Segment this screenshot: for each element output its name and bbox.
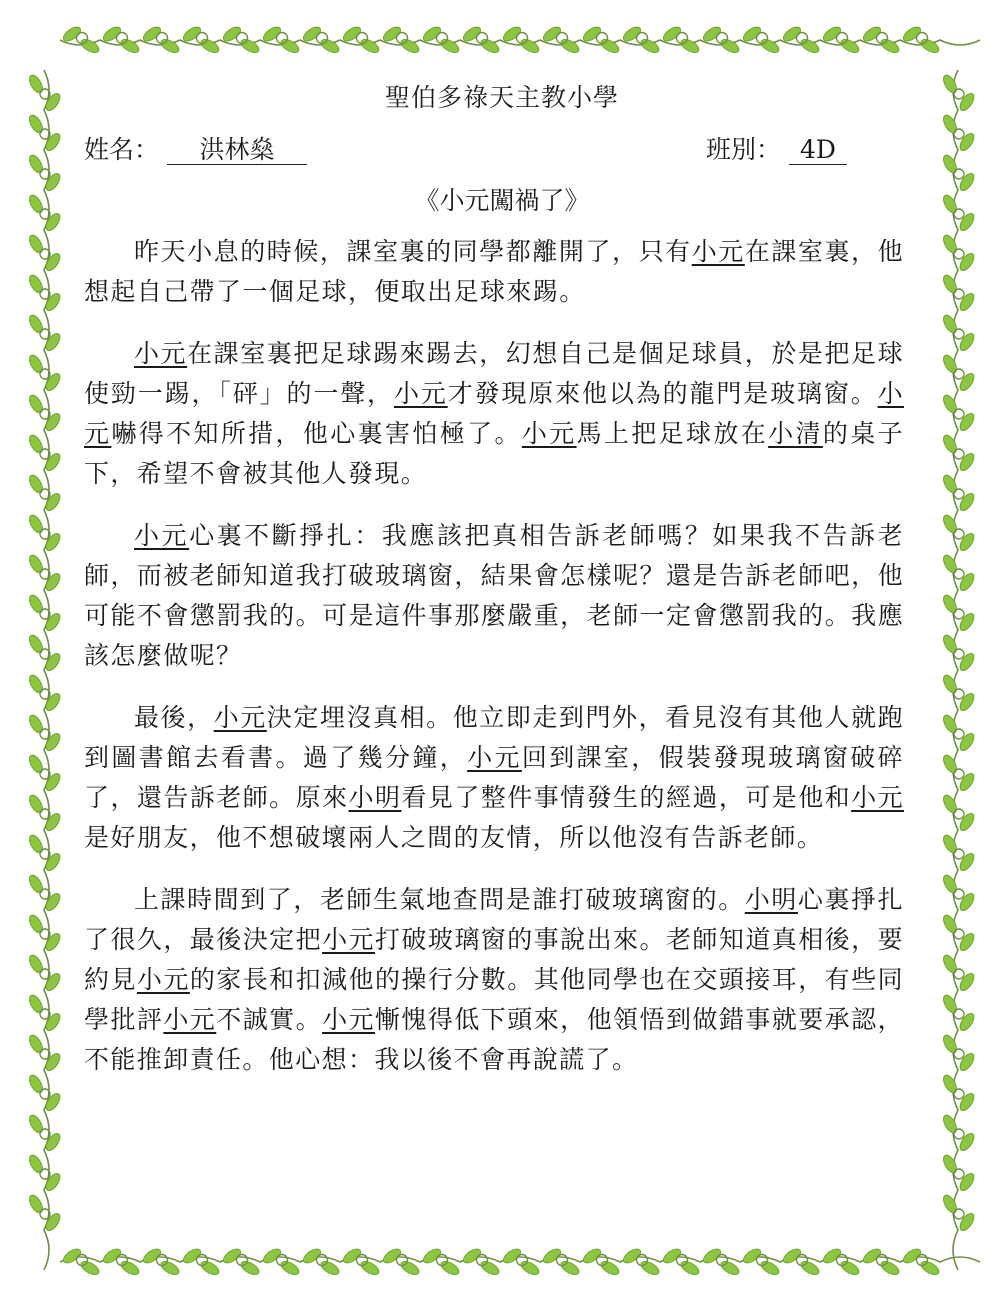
text-run: 昨天小息的時候，課室裏的同學都離開了，只有 [134,237,692,266]
text-run: 心裏掙扎了很久，最後決定把 [84,885,904,954]
character-name: 小明 [348,783,402,812]
text-run: 決定埋沒真相。他立即走到門外，看見沒有其他人就跑到圖書館去看書。過了幾分鐘， [84,703,904,772]
text-run: 看見了整件事情發生的經過，可是他和 [401,783,852,812]
paragraph-3 [84,516,904,676]
text-run: 不誠實。 [216,1005,323,1034]
class-label: 班別： [706,135,782,164]
paragraph-2 [84,334,904,494]
text-run: 上課時間到了，老師生氣地查問是誰打破玻璃窗的。 [134,885,745,914]
character-name: 小元 [134,339,188,368]
character-name: 小元 [393,379,448,408]
character-name: 小元 [521,419,577,448]
character-name: 小清 [768,419,823,448]
paragraph-1 [84,232,904,312]
character-name: 小元 [851,783,904,812]
text-run: 的桌子下，希望不會被其他人發現。 [84,419,904,488]
text-run: 才發現原來他以為的龍門是玻璃窗。 [447,379,878,408]
text-run: 在課室裏把足球踢來踢去，幻想自己是個足球員，於是把足球使勁一踢，「砰」的一聲， [84,339,904,408]
character-name: 小元 [322,925,375,954]
composition-body [84,232,904,1102]
class-row [706,130,847,166]
character-name: 小元 [84,379,904,448]
character-name: 小元 [213,703,267,732]
character-name: 小元 [163,1005,217,1034]
character-name: 小明 [744,885,798,914]
text-run: 心裏不斷掙扎：我應該把真相告訴老師嗎？如果我不告訴老師，而被老師知道我打破玻璃窗，結果會怎樣呢？還是告訴老師吧，他可能不會懲罰我的。可是這件事那麼嚴重，老師一定會懲罰我的。我應該怎麼做呢？ [84,521,904,670]
character-name: 小元 [136,965,190,994]
paragraph-4 [84,698,904,858]
class-value: 4D [789,136,847,165]
text-run: 嚇得不知所措，他心裏害怕極了。 [111,419,522,448]
school-name: 聖伯多祿天主教小學 [384,83,619,112]
character-name: 小元 [322,1005,375,1034]
composition-title: 《小元闖禍了》 [414,186,590,215]
student-name: 洪林燊 [167,136,307,165]
text-run: 在課室裏，他想起自己帶了一個足球，便取出足球來踢。 [84,237,904,306]
text-run: 回到課室，假裝發現玻璃窗破碎了，還告訴老師。原來 [84,743,904,812]
student-name-row [84,130,307,166]
text-run: 最後， [134,703,214,732]
text-run: 的家長和扣減他的操行分數。其他同學也在交頭接耳，有些同學批評 [84,965,904,1034]
character-name: 小元 [691,237,745,266]
text-run: 慚愧得低下頭來，他領悟到做錯事就要承認，不能推卸責任。他心想：我以後不會再說謊了。 [84,1005,904,1074]
paragraph-5 [84,880,904,1080]
text-run: 馬上把足球放在 [576,419,769,448]
character-name: 小元 [134,521,190,550]
text-run: 打破玻璃窗的事說出來。老師知道真相後，要約見 [84,925,904,994]
name-label: 姓名： [84,135,160,164]
character-name: 小元 [467,743,522,772]
text-run: 是好朋友，他不想破壞兩人之間的友情，所以他沒有告訴老師。 [84,823,824,852]
